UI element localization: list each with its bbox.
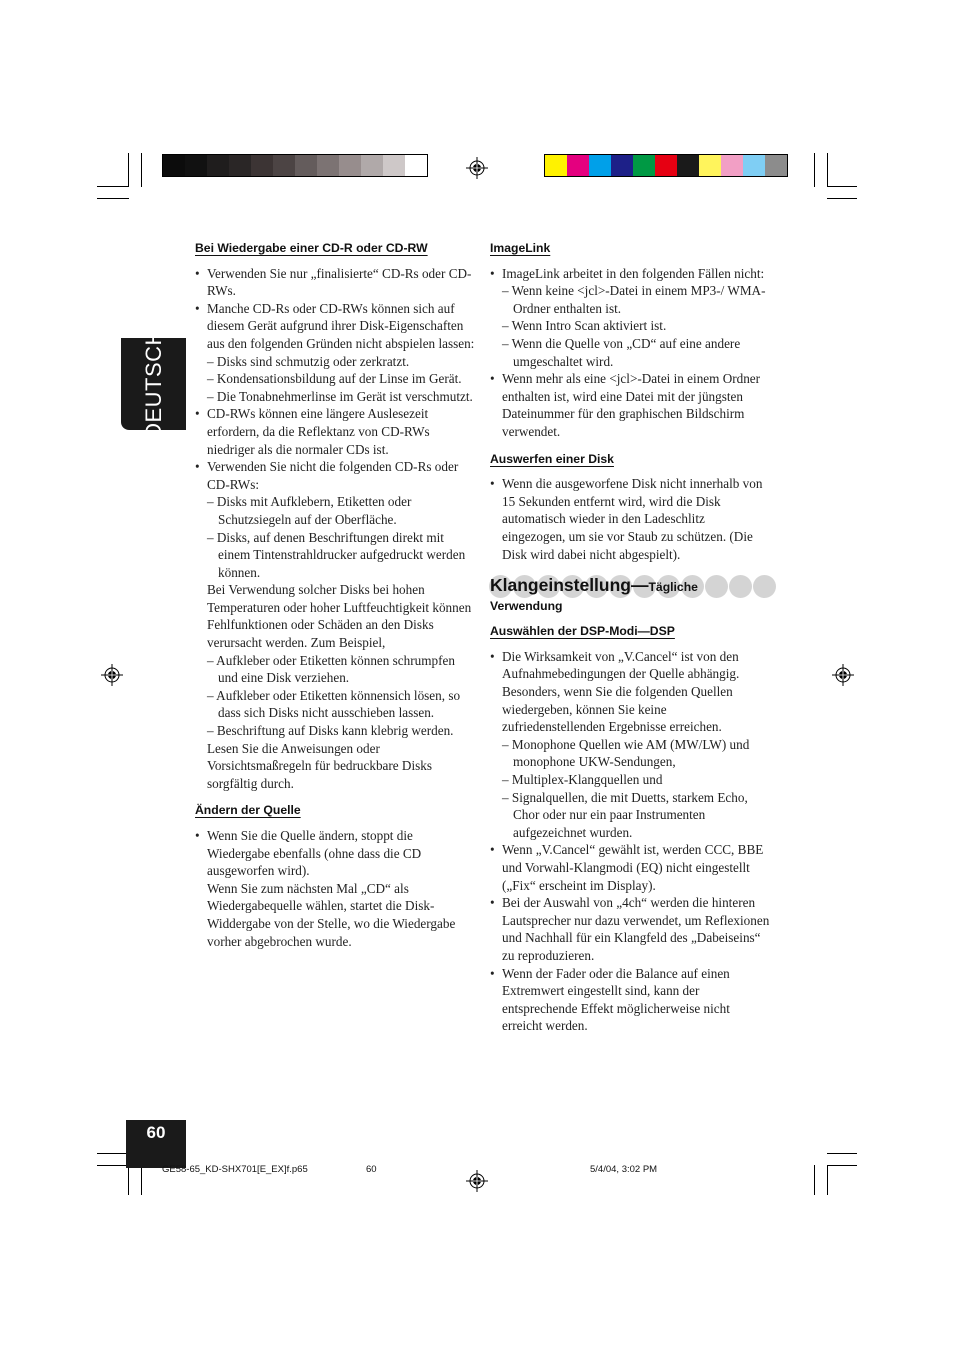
bullet-item: • CD-RWs können eine längere Auslesezeit erfordern, da die Reflektanz von CD-RWs niedriger als die normaler CDs ist. bbox=[195, 405, 475, 458]
dash-item: – Aufkleber oder Etiketten können schrumpfen und eine Disk verziehen. bbox=[195, 652, 475, 687]
paragraph: Bei Verwendung solcher Disks bei hohen Temperaturen oder hoher Luftfeuchtigkeit können Fehlfunktionen oder Schäden an den Disks verursacht werden. Zum Beispiel, bbox=[207, 582, 472, 651]
color-swatch bbox=[273, 155, 295, 176]
crop-mark bbox=[827, 186, 857, 187]
dash-item: – Disks mit Aufklebern, Etiketten oder Schutzsiegeln auf der Oberfläche. bbox=[195, 493, 475, 528]
section-heading: Auswerfen einer Disk bbox=[490, 451, 614, 466]
bullet-item: • Wenn „V.Cancel“ gewählt ist, werden CCC, BBE und Vorwahl-Klangmodi (EQ) nicht eingestellt („Fix“ erscheint im Display). bbox=[490, 841, 770, 894]
bullet-item: • Verwenden Sie nicht die folgenden CD-Rs oder CD-RWs: bbox=[195, 458, 475, 493]
paragraph: Wenn Sie zum nächsten Mal „CD“ als Wiedergabequelle wählen, startet die Disk-Widdergabe von der Stelle, wo die Wiedergabe vorher abgebrochen wurde. bbox=[207, 880, 456, 949]
crop-mark bbox=[814, 153, 815, 187]
section-heading: ImageLink bbox=[490, 241, 551, 255]
dash-item: – Disks sind schmutzig oder zerkratzt. bbox=[195, 353, 475, 371]
color-swatch bbox=[567, 155, 589, 176]
grayscale-calibration-bar bbox=[162, 154, 428, 177]
page-number: 60 bbox=[146, 1123, 166, 1142]
color-swatch bbox=[317, 155, 339, 176]
color-swatch bbox=[699, 155, 721, 176]
bullet-item: • Wenn die ausgeworfene Disk nicht innerhalb von 15 Sekunden entfernt wird, wird die Disk automatisch wieder in den Ladeschlitz eingezogen, um sie vor Staub zu schützen. (Die Disk wird dabei nicht abgespielt). bbox=[490, 475, 770, 563]
bullet-item: • Verwenden Sie nur „finalisierte“ CD-Rs oder CD-RWs. bbox=[195, 265, 475, 300]
crop-mark bbox=[141, 153, 142, 187]
color-calibration-bar bbox=[544, 154, 788, 177]
color-swatch bbox=[545, 155, 567, 176]
right-column bbox=[490, 240, 770, 1035]
registration-mark-icon bbox=[101, 664, 123, 686]
bullet-item: • Manche CD-Rs oder CD-RWs können sich auf diesem Gerät aufgrund ihrer Disk-Eigenschaften aus den folgenden Gründen nicht abspielen lassen: bbox=[195, 300, 475, 353]
color-swatch bbox=[339, 155, 361, 176]
color-swatch bbox=[251, 155, 273, 176]
registration-mark-icon bbox=[832, 664, 854, 686]
chapter-title-main: Klangeinstellung— bbox=[490, 575, 649, 596]
dash-item: – Disks, auf denen Beschriftungen direkt mit einem Tintenstrahldrucker aufgedruckt werden können. bbox=[195, 529, 475, 582]
registration-mark-icon bbox=[466, 157, 488, 179]
crop-mark bbox=[827, 198, 857, 199]
crop-mark bbox=[814, 1165, 815, 1195]
crop-mark bbox=[97, 1153, 127, 1154]
bullet-item: • Bei der Auswahl von „4ch“ werden die hinteren Lautsprecher nur dazu verwendet, um Reflexionen und Nachhall für ein Klangfeld des „Dabeiseins“ zu reproduzieren. bbox=[490, 894, 770, 964]
section-heading: Auswählen der DSP-Modi—DSP bbox=[490, 624, 675, 639]
section-heading: Bei Wiedergabe einer CD-R oder CD-RW bbox=[195, 241, 428, 255]
dash-item: – Aufkleber oder Etiketten könnensich lösen, so dass sich Disks nicht ausschieben lassen. bbox=[195, 687, 475, 722]
color-swatch bbox=[163, 155, 185, 176]
color-swatch bbox=[611, 155, 633, 176]
color-swatch bbox=[721, 155, 743, 176]
dash-item: – Wenn Intro Scan aktiviert ist. bbox=[490, 317, 770, 335]
bullet-item: • ImageLink arbeitet in den folgenden Fällen nicht: bbox=[490, 265, 770, 283]
color-swatch bbox=[383, 155, 405, 176]
registration-mark-icon bbox=[466, 1170, 488, 1192]
footer-page: 60 bbox=[366, 1164, 377, 1175]
color-swatch bbox=[589, 155, 611, 176]
color-swatch bbox=[677, 155, 699, 176]
crop-mark bbox=[827, 153, 828, 187]
dash-item: – Monophone Quellen wie AM (MW/LW) und monophone UKW-Sendungen, bbox=[490, 736, 770, 771]
color-swatch bbox=[185, 155, 207, 176]
crop-mark bbox=[827, 1165, 857, 1166]
color-swatch bbox=[655, 155, 677, 176]
color-swatch bbox=[229, 155, 251, 176]
page-number-box bbox=[126, 1120, 186, 1168]
color-swatch bbox=[295, 155, 317, 176]
dash-item: – Signalquellen, die mit Duetts, starkem Echo, Chor oder nur ein paar Instrumenten aufgezeichnet wurden. bbox=[490, 789, 770, 842]
dash-item: – Wenn keine <jcl>-Datei in einem MP3-/ WMA-Ordner enthalten ist. bbox=[490, 282, 770, 317]
crop-mark bbox=[141, 1165, 142, 1195]
bullet-item: • Wenn mehr als eine <jcl>-Datei in einem Ordner enthalten ist, wird eine Datei mit der jüngsten Dateinummer für den graphischen Bildschirm verwendet. bbox=[490, 370, 770, 440]
crop-mark bbox=[97, 1165, 127, 1166]
dash-item: – Multiplex-Klangquellen und bbox=[490, 771, 770, 789]
crop-mark bbox=[97, 186, 129, 187]
footer-date: 5/4/04, 3:02 PM bbox=[590, 1164, 658, 1175]
language-tab-label: DEUTSCH bbox=[140, 329, 166, 439]
color-swatch bbox=[765, 155, 787, 176]
chapter-title bbox=[490, 577, 770, 615]
color-swatch bbox=[405, 155, 427, 176]
crop-mark bbox=[827, 1165, 828, 1195]
color-swatch bbox=[361, 155, 383, 176]
color-swatch bbox=[633, 155, 655, 176]
left-column bbox=[195, 240, 475, 950]
dash-item: – Wenn die Quelle von „CD“ auf eine andere umgeschaltet wird. bbox=[490, 335, 770, 370]
section-heading: Ändern der Quelle bbox=[195, 803, 301, 818]
crop-mark bbox=[128, 153, 129, 187]
dash-item: – Beschriftung auf Disks kann klebrig werden. bbox=[195, 722, 475, 740]
crop-mark bbox=[97, 198, 129, 199]
chapter-title-sub: Tägliche Verwendung bbox=[490, 580, 698, 613]
color-swatch bbox=[207, 155, 229, 176]
dash-item: – Die Tonabnehmerlinse im Gerät ist verschmutzt. bbox=[195, 388, 475, 406]
crop-mark bbox=[128, 1165, 129, 1195]
bullet-item: • Wenn Sie die Quelle ändern, stoppt die Wiedergabe ebenfalls (ohne dass die CD ausgeworfen wird). bbox=[195, 827, 475, 880]
language-tab bbox=[121, 329, 186, 439]
dash-item: – Kondensationsbildung auf der Linse im Gerät. bbox=[195, 370, 475, 388]
paragraph: Lesen Sie die Anweisungen oder Vorsichtsmaßregeln für bedruckbare Disks sorgfältig durch. bbox=[207, 740, 432, 791]
color-swatch bbox=[743, 155, 765, 176]
bullet-item: • Wenn der Fader oder die Balance auf einen Extremwert eingestellt sind, kann der entsprechende Effekt möglicherweise nicht erreicht werden. bbox=[490, 965, 770, 1035]
bullet-item: • Die Wirksamkeit von „V.Cancel“ ist von den Aufnahmebedingungen der Quelle abhängig. Besonders, wenn Sie die folgenden Quellen wiedergeben, können Sie keine zufriedenstellenden Ergebnisse erreichen. bbox=[490, 648, 770, 736]
crop-mark bbox=[827, 1153, 857, 1154]
footer-filename: GE58-65_KD-SHX701[E_EX]f.p65 bbox=[162, 1164, 308, 1175]
